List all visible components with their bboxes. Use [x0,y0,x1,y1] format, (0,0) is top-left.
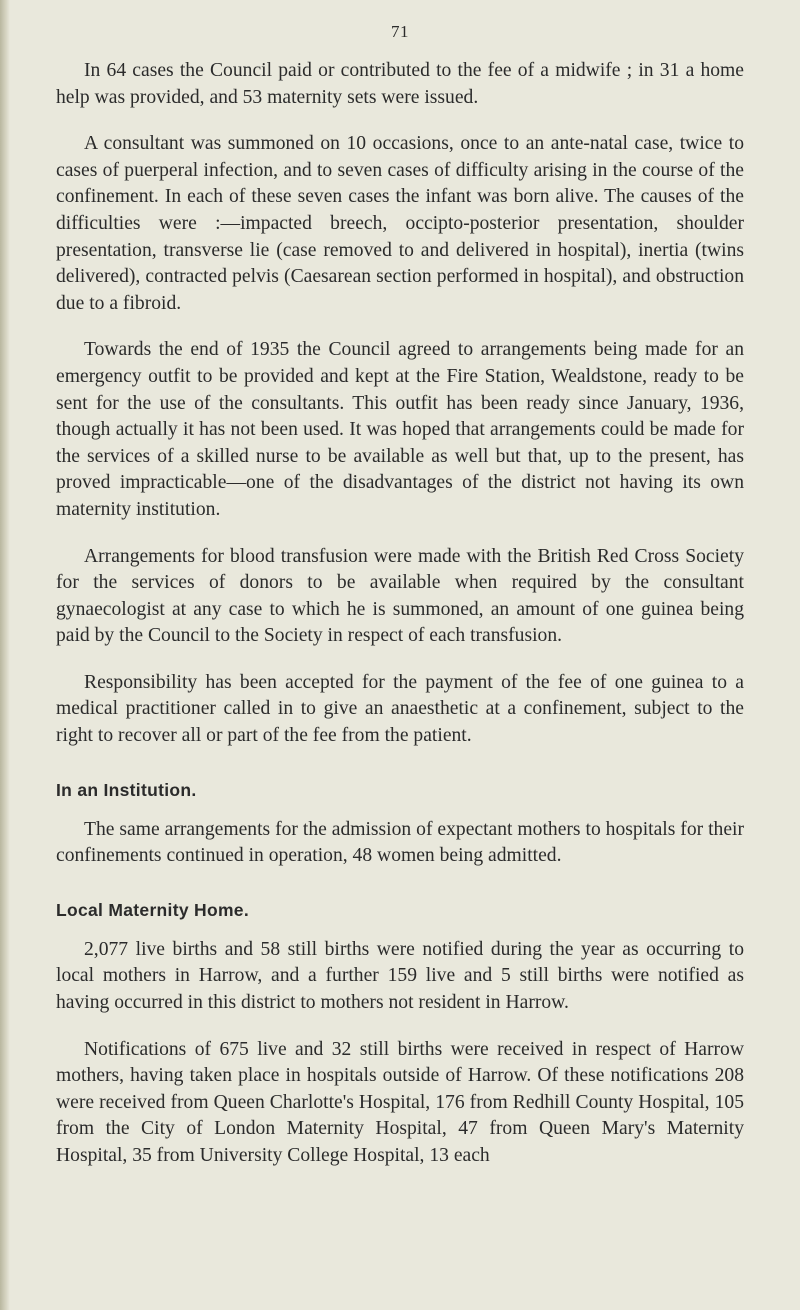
section-heading-maternity-home: Local Maternity Home. [56,899,250,920]
paragraph-births-notified: 2,077 live births and 58 still births were notified during the year as occurring to local mothers in Harrow, and a further 159 live and 5 still births were notified as having occurred in this district to mothers not resident in Harrow. [56,938,744,1014]
page-edge-shadow [0,0,10,1310]
document-page [56,22,744,1190]
paragraph-hospital-notifications: Notifications of 675 live and 32 still births were received in respect of Harrow mothers, having taken place in hospitals outside of Harrow. Of these notifications 208 were received from Queen Charlotte's Hospital, 176 from Redhill County Hospital, 105 from the City of London Maternity Hospital, 47 from Queen Mary's Maternity Hospital, 35 from University College Hospital, 13 each [56,1038,744,1166]
page-number: 71 [391,22,409,41]
paragraph-blood-transfusion: Arrangements for blood transfusion were made with the British Red Cross Society for the services of donors to be available when required by the consultant gynaecologist at any case to which he is summoned, an amount of one guinea being paid by the Council to the Society in respect of each transfusion. [56,545,744,647]
paragraph-consultant: A consultant was summoned on 10 occasions, once to an ante-natal case, twice to cases of puerperal infection, and to seven cases of difficulty arising in the course of the confinement. In each of these seven cases the infant was born alive. The causes of the difficulties were :—impacted breech, occipto-posterior presentation, shoulder presentation, transverse lie (case removed to and delivered in hospital), inertia (twins delivered), contracted pelvis (Caesarean section performed in hospital), and obstruction due to a fibroid. [56,133,744,314]
paragraph-anaesthetic-fee: Responsibility has been accepted for the payment of the fee of one guinea to a medical practitioner called in to give an anaesthetic at a confinement, subject to the right to recover all or part of the fee from the patient. [56,671,744,747]
paragraph-emergency-outfit: Towards the end of 1935 the Council agreed to arrangements being made for an emergency outfit to be provided and kept at the Fire Station, Wealdstone, ready to be sent for the use of the consultants. This outfit has been ready since January, 1936, though actually it has not been used. It was hoped that arrangements could be made for the services of a skilled nurse to be available as well but that, up to the present, has proved impracticable—one of the disadvantages of the district not having its own maternity institution. [56,339,744,520]
paragraph-midwife-fees: In 64 cases the Council paid or contributed to the fee of a midwife ; in 31 a home help was provided, and 53 maternity sets were issued. [56,60,744,108]
section-heading-institution: In an Institution. [56,779,197,800]
paragraph-institution: The same arrangements for the admission of expectant mothers to hospitals for their confinements continued in operation, 48 women being admitted. [56,818,744,867]
